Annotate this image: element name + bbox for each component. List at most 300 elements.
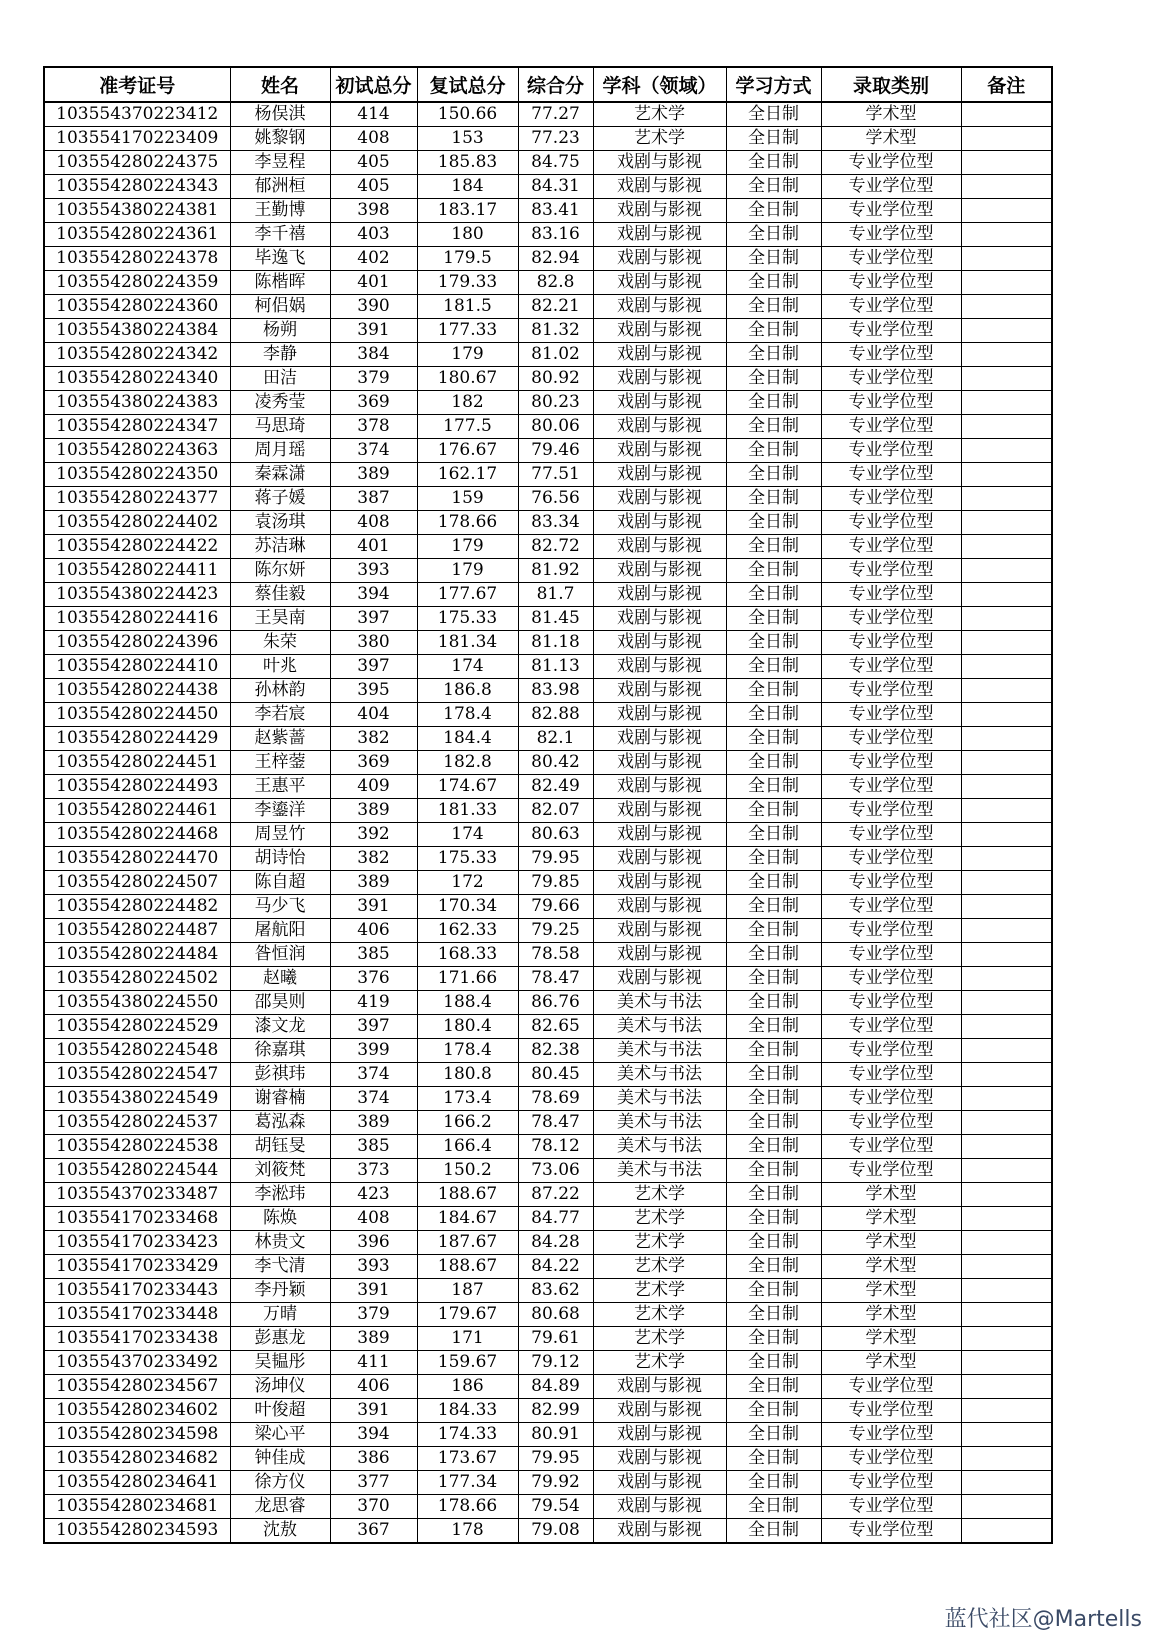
- cell-remarks: [961, 847, 1052, 871]
- cell-admission-type: 专业学位型: [821, 823, 961, 847]
- cell-composite-score: 79.95: [518, 1447, 593, 1471]
- cell-name: 王勤博: [230, 199, 330, 223]
- cell-remarks: [961, 1111, 1052, 1135]
- cell-composite-score: 84.22: [518, 1255, 593, 1279]
- table-row: [44, 343, 1052, 367]
- cell-study-mode: 全日制: [726, 751, 821, 775]
- cell-discipline: 戏剧与影视: [593, 295, 726, 319]
- table-row: [44, 1183, 1052, 1207]
- cell-discipline: 美术与书法: [593, 1135, 726, 1159]
- cell-admission-type: 专业学位型: [821, 151, 961, 175]
- cell-initial-score: 405: [330, 151, 417, 175]
- cell-composite-score: 78.47: [518, 1111, 593, 1135]
- cell-name: 毕逸飞: [230, 247, 330, 271]
- cell-initial-score: 394: [330, 583, 417, 607]
- cell-initial-score: 389: [330, 1327, 417, 1351]
- cell-name: 马少飞: [230, 895, 330, 919]
- cell-name: 龙思睿: [230, 1495, 330, 1519]
- cell-remarks: [961, 1231, 1052, 1255]
- cell-study-mode: 全日制: [726, 151, 821, 175]
- cell-initial-score: 374: [330, 439, 417, 463]
- cell-retest-score: 184.33: [417, 1399, 518, 1423]
- cell-name: 徐嘉琪: [230, 1039, 330, 1063]
- cell-composite-score: 81.45: [518, 607, 593, 631]
- cell-study-mode: 全日制: [726, 1015, 821, 1039]
- cell-composite-score: 82.21: [518, 295, 593, 319]
- cell-name: 周昱竹: [230, 823, 330, 847]
- cell-retest-score: 180.8: [417, 1063, 518, 1087]
- cell-remarks: [961, 583, 1052, 607]
- cell-retest-score: 184: [417, 175, 518, 199]
- cell-admission-type: 专业学位型: [821, 439, 961, 463]
- cell-remarks: [961, 1207, 1052, 1231]
- cell-study-mode: 全日制: [726, 655, 821, 679]
- cell-discipline: 戏剧与影视: [593, 1471, 726, 1495]
- cell-name: 柯侣娲: [230, 295, 330, 319]
- table-row: [44, 367, 1052, 391]
- cell-remarks: [961, 1519, 1052, 1544]
- cell-discipline: 戏剧与影视: [593, 487, 726, 511]
- cell-remarks: [961, 1183, 1052, 1207]
- cell-study-mode: 全日制: [726, 895, 821, 919]
- cell-study-mode: 全日制: [726, 583, 821, 607]
- cell-name: 沈敖: [230, 1519, 330, 1544]
- cell-initial-score: 401: [330, 271, 417, 295]
- cell-admission-type: 专业学位型: [821, 871, 961, 895]
- cell-discipline: 戏剧与影视: [593, 895, 726, 919]
- cell-remarks: [961, 319, 1052, 343]
- cell-admission-type: 学术型: [821, 127, 961, 151]
- cell-retest-score: 171: [417, 1327, 518, 1351]
- table-row: [44, 1495, 1052, 1519]
- cell-study-mode: 全日制: [726, 367, 821, 391]
- cell-exam-number: 103554170233443: [44, 1279, 230, 1303]
- cell-initial-score: 384: [330, 343, 417, 367]
- cell-initial-score: 423: [330, 1183, 417, 1207]
- cell-remarks: [961, 967, 1052, 991]
- cell-exam-number: 103554380224384: [44, 319, 230, 343]
- cell-admission-type: 专业学位型: [821, 751, 961, 775]
- cell-exam-number: 103554280224410: [44, 655, 230, 679]
- cell-initial-score: 389: [330, 463, 417, 487]
- cell-retest-score: 173.67: [417, 1447, 518, 1471]
- cell-name: 王昊南: [230, 607, 330, 631]
- cell-study-mode: 全日制: [726, 199, 821, 223]
- table-row: [44, 1279, 1052, 1303]
- cell-name: 李静: [230, 343, 330, 367]
- cell-initial-score: 380: [330, 631, 417, 655]
- cell-discipline: 美术与书法: [593, 1063, 726, 1087]
- cell-exam-number: 103554370223412: [44, 102, 230, 127]
- cell-study-mode: 全日制: [726, 1063, 821, 1087]
- cell-study-mode: 全日制: [726, 1303, 821, 1327]
- table-row: [44, 1039, 1052, 1063]
- header-name: 姓名: [230, 67, 330, 102]
- cell-admission-type: 专业学位型: [821, 175, 961, 199]
- cell-composite-score: 78.47: [518, 967, 593, 991]
- cell-composite-score: 81.13: [518, 655, 593, 679]
- cell-retest-score: 166.4: [417, 1135, 518, 1159]
- cell-remarks: [961, 1471, 1052, 1495]
- cell-exam-number: 103554370233487: [44, 1183, 230, 1207]
- cell-initial-score: 379: [330, 1303, 417, 1327]
- cell-discipline: 艺术学: [593, 1183, 726, 1207]
- cell-discipline: 美术与书法: [593, 991, 726, 1015]
- cell-composite-score: 80.45: [518, 1063, 593, 1087]
- cell-exam-number: 103554280224461: [44, 799, 230, 823]
- cell-admission-type: 专业学位型: [821, 919, 961, 943]
- cell-study-mode: 全日制: [726, 343, 821, 367]
- header-composite-score: 综合分: [518, 67, 593, 102]
- table-row: [44, 1327, 1052, 1351]
- cell-admission-type: 专业学位型: [821, 535, 961, 559]
- cell-discipline: 艺术学: [593, 1303, 726, 1327]
- cell-study-mode: 全日制: [726, 127, 821, 151]
- cell-initial-score: 387: [330, 487, 417, 511]
- cell-admission-type: 学术型: [821, 1231, 961, 1255]
- cell-discipline: 艺术学: [593, 102, 726, 127]
- cell-retest-score: 178.66: [417, 511, 518, 535]
- cell-study-mode: 全日制: [726, 1423, 821, 1447]
- cell-initial-score: 385: [330, 1135, 417, 1159]
- cell-study-mode: 全日制: [726, 943, 821, 967]
- cell-exam-number: 103554280224402: [44, 511, 230, 535]
- cell-exam-number: 103554280224342: [44, 343, 230, 367]
- cell-admission-type: 专业学位型: [821, 847, 961, 871]
- cell-discipline: 戏剧与影视: [593, 943, 726, 967]
- cell-remarks: [961, 727, 1052, 751]
- table-row: [44, 1135, 1052, 1159]
- cell-discipline: 戏剧与影视: [593, 775, 726, 799]
- cell-admission-type: 专业学位型: [821, 775, 961, 799]
- cell-admission-type: 专业学位型: [821, 295, 961, 319]
- cell-initial-score: 419: [330, 991, 417, 1015]
- cell-retest-score: 175.33: [417, 607, 518, 631]
- table-row: [44, 127, 1052, 151]
- cell-admission-type: 学术型: [821, 1183, 961, 1207]
- cell-initial-score: 382: [330, 847, 417, 871]
- cell-remarks: [961, 943, 1052, 967]
- table-row: [44, 1447, 1052, 1471]
- cell-discipline: 戏剧与影视: [593, 271, 726, 295]
- cell-remarks: [961, 871, 1052, 895]
- cell-composite-score: 79.08: [518, 1519, 593, 1544]
- cell-retest-score: 179: [417, 343, 518, 367]
- table-row: [44, 1111, 1052, 1135]
- table-row: [44, 487, 1052, 511]
- cell-initial-score: 373: [330, 1159, 417, 1183]
- cell-name: 梁心平: [230, 1423, 330, 1447]
- cell-admission-type: 专业学位型: [821, 1423, 961, 1447]
- cell-study-mode: 全日制: [726, 1327, 821, 1351]
- cell-composite-score: 83.34: [518, 511, 593, 535]
- cell-remarks: [961, 535, 1052, 559]
- cell-discipline: 艺术学: [593, 1327, 726, 1351]
- cell-remarks: [961, 703, 1052, 727]
- cell-study-mode: 全日制: [726, 991, 821, 1015]
- cell-study-mode: 全日制: [726, 1159, 821, 1183]
- cell-name: 陈楷晖: [230, 271, 330, 295]
- cell-name: 陈尔妍: [230, 559, 330, 583]
- cell-discipline: 戏剧与影视: [593, 583, 726, 607]
- cell-admission-type: 专业学位型: [821, 703, 961, 727]
- cell-remarks: [961, 679, 1052, 703]
- cell-study-mode: 全日制: [726, 1231, 821, 1255]
- cell-exam-number: 103554280234641: [44, 1471, 230, 1495]
- cell-name: 刘筱梵: [230, 1159, 330, 1183]
- cell-composite-score: 82.1: [518, 727, 593, 751]
- cell-composite-score: 80.42: [518, 751, 593, 775]
- cell-composite-score: 81.32: [518, 319, 593, 343]
- table-row: [44, 799, 1052, 823]
- cell-name: 李鎏洋: [230, 799, 330, 823]
- cell-retest-score: 186: [417, 1375, 518, 1399]
- cell-remarks: [961, 463, 1052, 487]
- cell-name: 邵昊则: [230, 991, 330, 1015]
- cell-discipline: 戏剧与影视: [593, 319, 726, 343]
- cell-retest-score: 174: [417, 823, 518, 847]
- header-remarks: 备注: [961, 67, 1052, 102]
- cell-name: 叶俊超: [230, 1399, 330, 1423]
- cell-composite-score: 77.27: [518, 102, 593, 127]
- cell-exam-number: 103554280224484: [44, 943, 230, 967]
- cell-composite-score: 83.98: [518, 679, 593, 703]
- cell-remarks: [961, 559, 1052, 583]
- cell-name: 凌秀莹: [230, 391, 330, 415]
- table-row: [44, 463, 1052, 487]
- cell-admission-type: 专业学位型: [821, 1375, 961, 1399]
- cell-retest-score: 181.5: [417, 295, 518, 319]
- cell-study-mode: 全日制: [726, 1279, 821, 1303]
- cell-study-mode: 全日制: [726, 295, 821, 319]
- cell-study-mode: 全日制: [726, 319, 821, 343]
- cell-admission-type: 专业学位型: [821, 1135, 961, 1159]
- cell-retest-score: 180.67: [417, 367, 518, 391]
- table-row: [44, 583, 1052, 607]
- cell-retest-score: 180.4: [417, 1015, 518, 1039]
- table-row: [44, 1087, 1052, 1111]
- cell-admission-type: 专业学位型: [821, 1111, 961, 1135]
- cell-discipline: 美术与书法: [593, 1039, 726, 1063]
- cell-discipline: 戏剧与影视: [593, 847, 726, 871]
- cell-study-mode: 全日制: [726, 1207, 821, 1231]
- cell-study-mode: 全日制: [726, 823, 821, 847]
- cell-discipline: 戏剧与影视: [593, 1447, 726, 1471]
- cell-study-mode: 全日制: [726, 727, 821, 751]
- cell-name: 李淞玮: [230, 1183, 330, 1207]
- cell-composite-score: 78.58: [518, 943, 593, 967]
- cell-admission-type: 专业学位型: [821, 343, 961, 367]
- cell-name: 万晴: [230, 1303, 330, 1327]
- cell-exam-number: 103554280224544: [44, 1159, 230, 1183]
- cell-retest-score: 150.66: [417, 102, 518, 127]
- cell-remarks: [961, 631, 1052, 655]
- cell-study-mode: 全日制: [726, 391, 821, 415]
- cell-remarks: [961, 1279, 1052, 1303]
- cell-admission-type: 专业学位型: [821, 367, 961, 391]
- cell-discipline: 戏剧与影视: [593, 727, 726, 751]
- cell-retest-score: 162.33: [417, 919, 518, 943]
- cell-admission-type: 专业学位型: [821, 1399, 961, 1423]
- cell-remarks: [961, 1087, 1052, 1111]
- cell-exam-number: 103554280224548: [44, 1039, 230, 1063]
- table-row: [44, 439, 1052, 463]
- cell-retest-score: 176.67: [417, 439, 518, 463]
- cell-discipline: 戏剧与影视: [593, 391, 726, 415]
- cell-discipline: 戏剧与影视: [593, 535, 726, 559]
- cell-composite-score: 86.76: [518, 991, 593, 1015]
- table-row: [44, 1423, 1052, 1447]
- cell-retest-score: 187: [417, 1279, 518, 1303]
- cell-study-mode: 全日制: [726, 871, 821, 895]
- table-row: [44, 607, 1052, 631]
- header-initial-score: 初试总分: [330, 67, 417, 102]
- cell-study-mode: 全日制: [726, 1375, 821, 1399]
- cell-retest-score: 174.67: [417, 775, 518, 799]
- cell-discipline: 美术与书法: [593, 1111, 726, 1135]
- cell-exam-number: 103554170233438: [44, 1327, 230, 1351]
- cell-exam-number: 103554280224438: [44, 679, 230, 703]
- table-row: [44, 823, 1052, 847]
- cell-name: 郁洲桓: [230, 175, 330, 199]
- cell-name: 蒋子媛: [230, 487, 330, 511]
- cell-exam-number: 103554280224451: [44, 751, 230, 775]
- cell-initial-score: 385: [330, 943, 417, 967]
- cell-discipline: 戏剧与影视: [593, 223, 726, 247]
- cell-retest-score: 168.33: [417, 943, 518, 967]
- cell-retest-score: 184.67: [417, 1207, 518, 1231]
- admission-table: [43, 66, 1053, 1544]
- cell-exam-number: 103554170223409: [44, 127, 230, 151]
- cell-admission-type: 专业学位型: [821, 1015, 961, 1039]
- table-row: [44, 1063, 1052, 1087]
- cell-exam-number: 103554280234682: [44, 1447, 230, 1471]
- cell-retest-score: 178.4: [417, 1039, 518, 1063]
- cell-initial-score: 374: [330, 1063, 417, 1087]
- cell-retest-score: 186.8: [417, 679, 518, 703]
- cell-remarks: [961, 1039, 1052, 1063]
- cell-admission-type: 专业学位型: [821, 1519, 961, 1544]
- cell-exam-number: 103554280224529: [44, 1015, 230, 1039]
- cell-admission-type: 专业学位型: [821, 511, 961, 535]
- cell-initial-score: 369: [330, 391, 417, 415]
- cell-study-mode: 全日制: [726, 847, 821, 871]
- cell-retest-score: 178.66: [417, 1495, 518, 1519]
- cell-name: 杨俣淇: [230, 102, 330, 127]
- cell-discipline: 美术与书法: [593, 1087, 726, 1111]
- cell-study-mode: 全日制: [726, 1447, 821, 1471]
- cell-composite-score: 82.38: [518, 1039, 593, 1063]
- cell-exam-number: 103554280234598: [44, 1423, 230, 1447]
- table-row: [44, 559, 1052, 583]
- cell-retest-score: 179.33: [417, 271, 518, 295]
- cell-initial-score: 392: [330, 823, 417, 847]
- header-study-mode: 学习方式: [726, 67, 821, 102]
- cell-composite-score: 79.61: [518, 1327, 593, 1351]
- cell-discipline: 戏剧与影视: [593, 967, 726, 991]
- cell-admission-type: 专业学位型: [821, 271, 961, 295]
- table-row: [44, 175, 1052, 199]
- cell-initial-score: 398: [330, 199, 417, 223]
- cell-initial-score: 386: [330, 1447, 417, 1471]
- cell-discipline: 戏剧与影视: [593, 175, 726, 199]
- table-row: [44, 1519, 1052, 1544]
- cell-initial-score: 382: [330, 727, 417, 751]
- cell-study-mode: 全日制: [726, 679, 821, 703]
- cell-composite-score: 84.31: [518, 175, 593, 199]
- cell-discipline: 戏剧与影视: [593, 919, 726, 943]
- cell-exam-number: 103554170233448: [44, 1303, 230, 1327]
- cell-admission-type: 专业学位型: [821, 1471, 961, 1495]
- cell-composite-score: 84.28: [518, 1231, 593, 1255]
- cell-initial-score: 391: [330, 895, 417, 919]
- table-row: [44, 1303, 1052, 1327]
- cell-composite-score: 79.85: [518, 871, 593, 895]
- cell-admission-type: 专业学位型: [821, 463, 961, 487]
- cell-exam-number: 103554280224359: [44, 271, 230, 295]
- cell-remarks: [961, 1495, 1052, 1519]
- cell-composite-score: 81.18: [518, 631, 593, 655]
- cell-admission-type: 专业学位型: [821, 1447, 961, 1471]
- cell-initial-score: 379: [330, 367, 417, 391]
- cell-retest-score: 174: [417, 655, 518, 679]
- cell-composite-score: 80.06: [518, 415, 593, 439]
- cell-exam-number: 103554280224537: [44, 1111, 230, 1135]
- cell-admission-type: 专业学位型: [821, 607, 961, 631]
- cell-discipline: 戏剧与影视: [593, 823, 726, 847]
- cell-composite-score: 77.23: [518, 127, 593, 151]
- cell-discipline: 戏剧与影视: [593, 871, 726, 895]
- header-admission-type: 录取类别: [821, 67, 961, 102]
- cell-name: 李丹颖: [230, 1279, 330, 1303]
- cell-name: 蔡佳毅: [230, 583, 330, 607]
- cell-name: 杨朔: [230, 319, 330, 343]
- cell-remarks: [961, 1423, 1052, 1447]
- cell-admission-type: 专业学位型: [821, 391, 961, 415]
- cell-retest-score: 177.34: [417, 1471, 518, 1495]
- cell-admission-type: 专业学位型: [821, 631, 961, 655]
- cell-exam-number: 103554280224378: [44, 247, 230, 271]
- cell-exam-number: 103554280224363: [44, 439, 230, 463]
- table-row: [44, 511, 1052, 535]
- cell-exam-number: 103554280224411: [44, 559, 230, 583]
- cell-composite-score: 78.69: [518, 1087, 593, 1111]
- cell-name: 王惠平: [230, 775, 330, 799]
- cell-name: 李若宸: [230, 703, 330, 727]
- cell-composite-score: 76.56: [518, 487, 593, 511]
- table-row: [44, 655, 1052, 679]
- cell-initial-score: 394: [330, 1423, 417, 1447]
- cell-study-mode: 全日制: [726, 175, 821, 199]
- cell-discipline: 艺术学: [593, 1207, 726, 1231]
- cell-exam-number: 103554280224343: [44, 175, 230, 199]
- cell-remarks: [961, 919, 1052, 943]
- cell-retest-score: 170.34: [417, 895, 518, 919]
- cell-composite-score: 79.66: [518, 895, 593, 919]
- cell-exam-number: 103554280224468: [44, 823, 230, 847]
- cell-discipline: 戏剧与影视: [593, 343, 726, 367]
- cell-admission-type: 专业学位型: [821, 943, 961, 967]
- cell-retest-score: 183.17: [417, 199, 518, 223]
- cell-study-mode: 全日制: [726, 487, 821, 511]
- cell-discipline: 戏剧与影视: [593, 151, 726, 175]
- cell-composite-score: 82.72: [518, 535, 593, 559]
- cell-composite-score: 82.49: [518, 775, 593, 799]
- table-row: [44, 775, 1052, 799]
- cell-composite-score: 79.46: [518, 439, 593, 463]
- table-row: [44, 199, 1052, 223]
- cell-name: 胡钰旻: [230, 1135, 330, 1159]
